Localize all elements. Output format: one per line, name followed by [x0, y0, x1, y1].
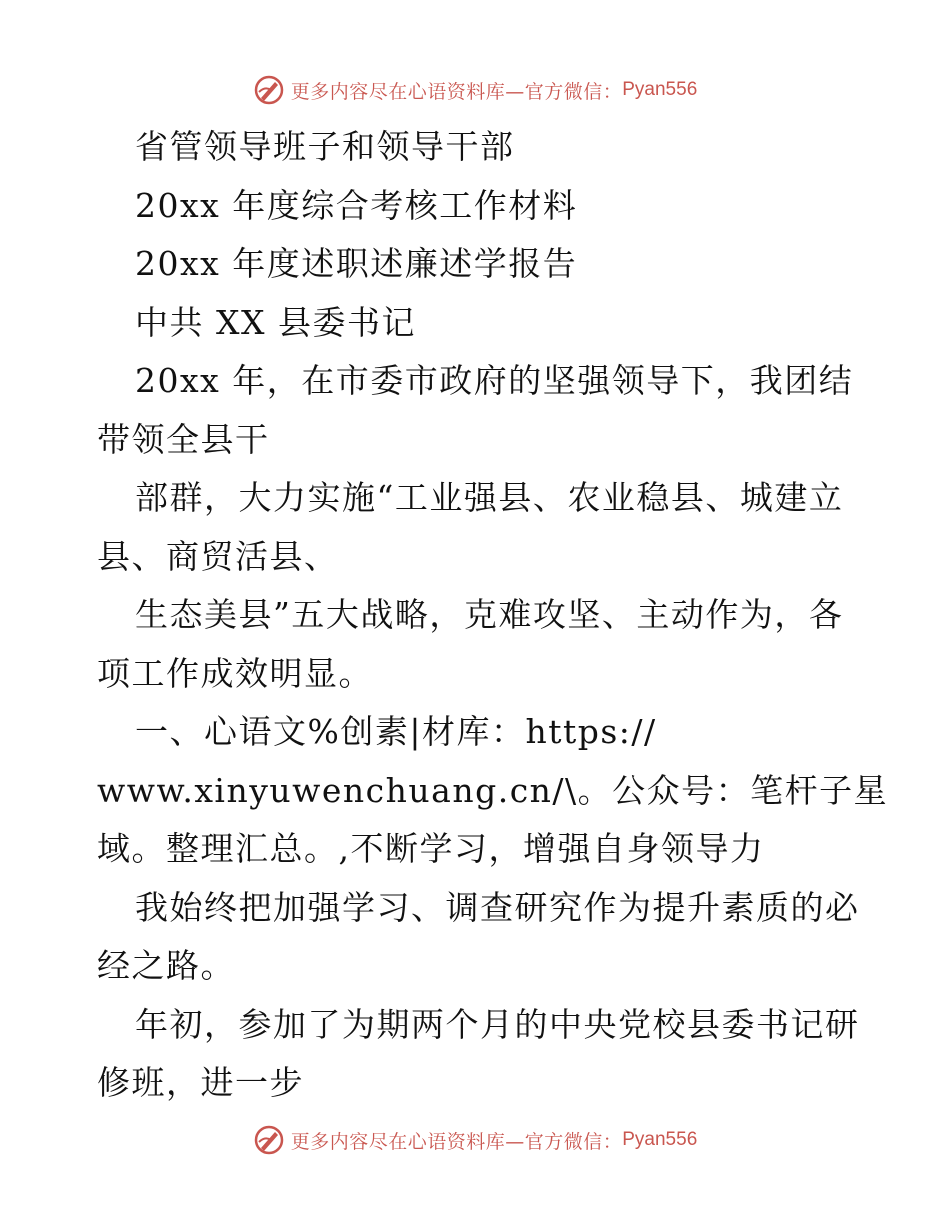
- header-watermark: [0, 70, 950, 110]
- text-line: 经之路。: [97, 946, 235, 985]
- text-line: 中共 XX 县委书记: [135, 302, 416, 342]
- pen-logo-icon: [253, 1124, 285, 1156]
- pen-logo-icon: [253, 74, 285, 106]
- text-line: 项工作成效明显。: [97, 653, 373, 693]
- text-line: 县、商贸活县、: [97, 536, 339, 576]
- text-line: www.xinyuwenchuang.cn/\。公众号：笔杆子星: [97, 770, 889, 810]
- text-line: 年初，参加了为期两个月的中央党校县委书记研: [135, 1004, 860, 1044]
- watermark-text: 更多内容尽在心语资料库—官方微信：: [290, 1130, 623, 1153]
- text-line: 修班，进一步: [97, 1063, 304, 1102]
- text-line: 生态美县”五大战略，克难攻坚、主动作为，各: [135, 595, 844, 634]
- text-line: 20xx 年，在市委市政府的坚强领导下，我团结: [135, 361, 854, 400]
- watermark-wechat-id: Pyan556: [622, 1129, 698, 1150]
- watermark-wechat-id: Pyan556: [622, 79, 698, 100]
- footer-watermark: [0, 1120, 950, 1160]
- text-line: 省管领导班子和领导干部: [135, 127, 515, 166]
- text-line: 20xx 年度述职述廉述学报告: [135, 244, 578, 283]
- text-line: 一、心语文%创素|材库：https://: [135, 712, 657, 751]
- text-line: 带领全县干: [97, 419, 270, 459]
- document-body: [97, 118, 889, 1113]
- text-line: 我始终把加强学习、调查研究作为提升素质的必: [135, 887, 860, 927]
- text-line: 部群，大力实施“工业强县、农业稳县、城建立: [135, 478, 844, 517]
- text-line: 20xx 年度综合考核工作材料: [135, 185, 578, 225]
- text-line: 域。整理汇总。,不断学习，增强自身领导力: [97, 829, 765, 868]
- watermark-text: 更多内容尽在心语资料库—官方微信：: [290, 80, 623, 103]
